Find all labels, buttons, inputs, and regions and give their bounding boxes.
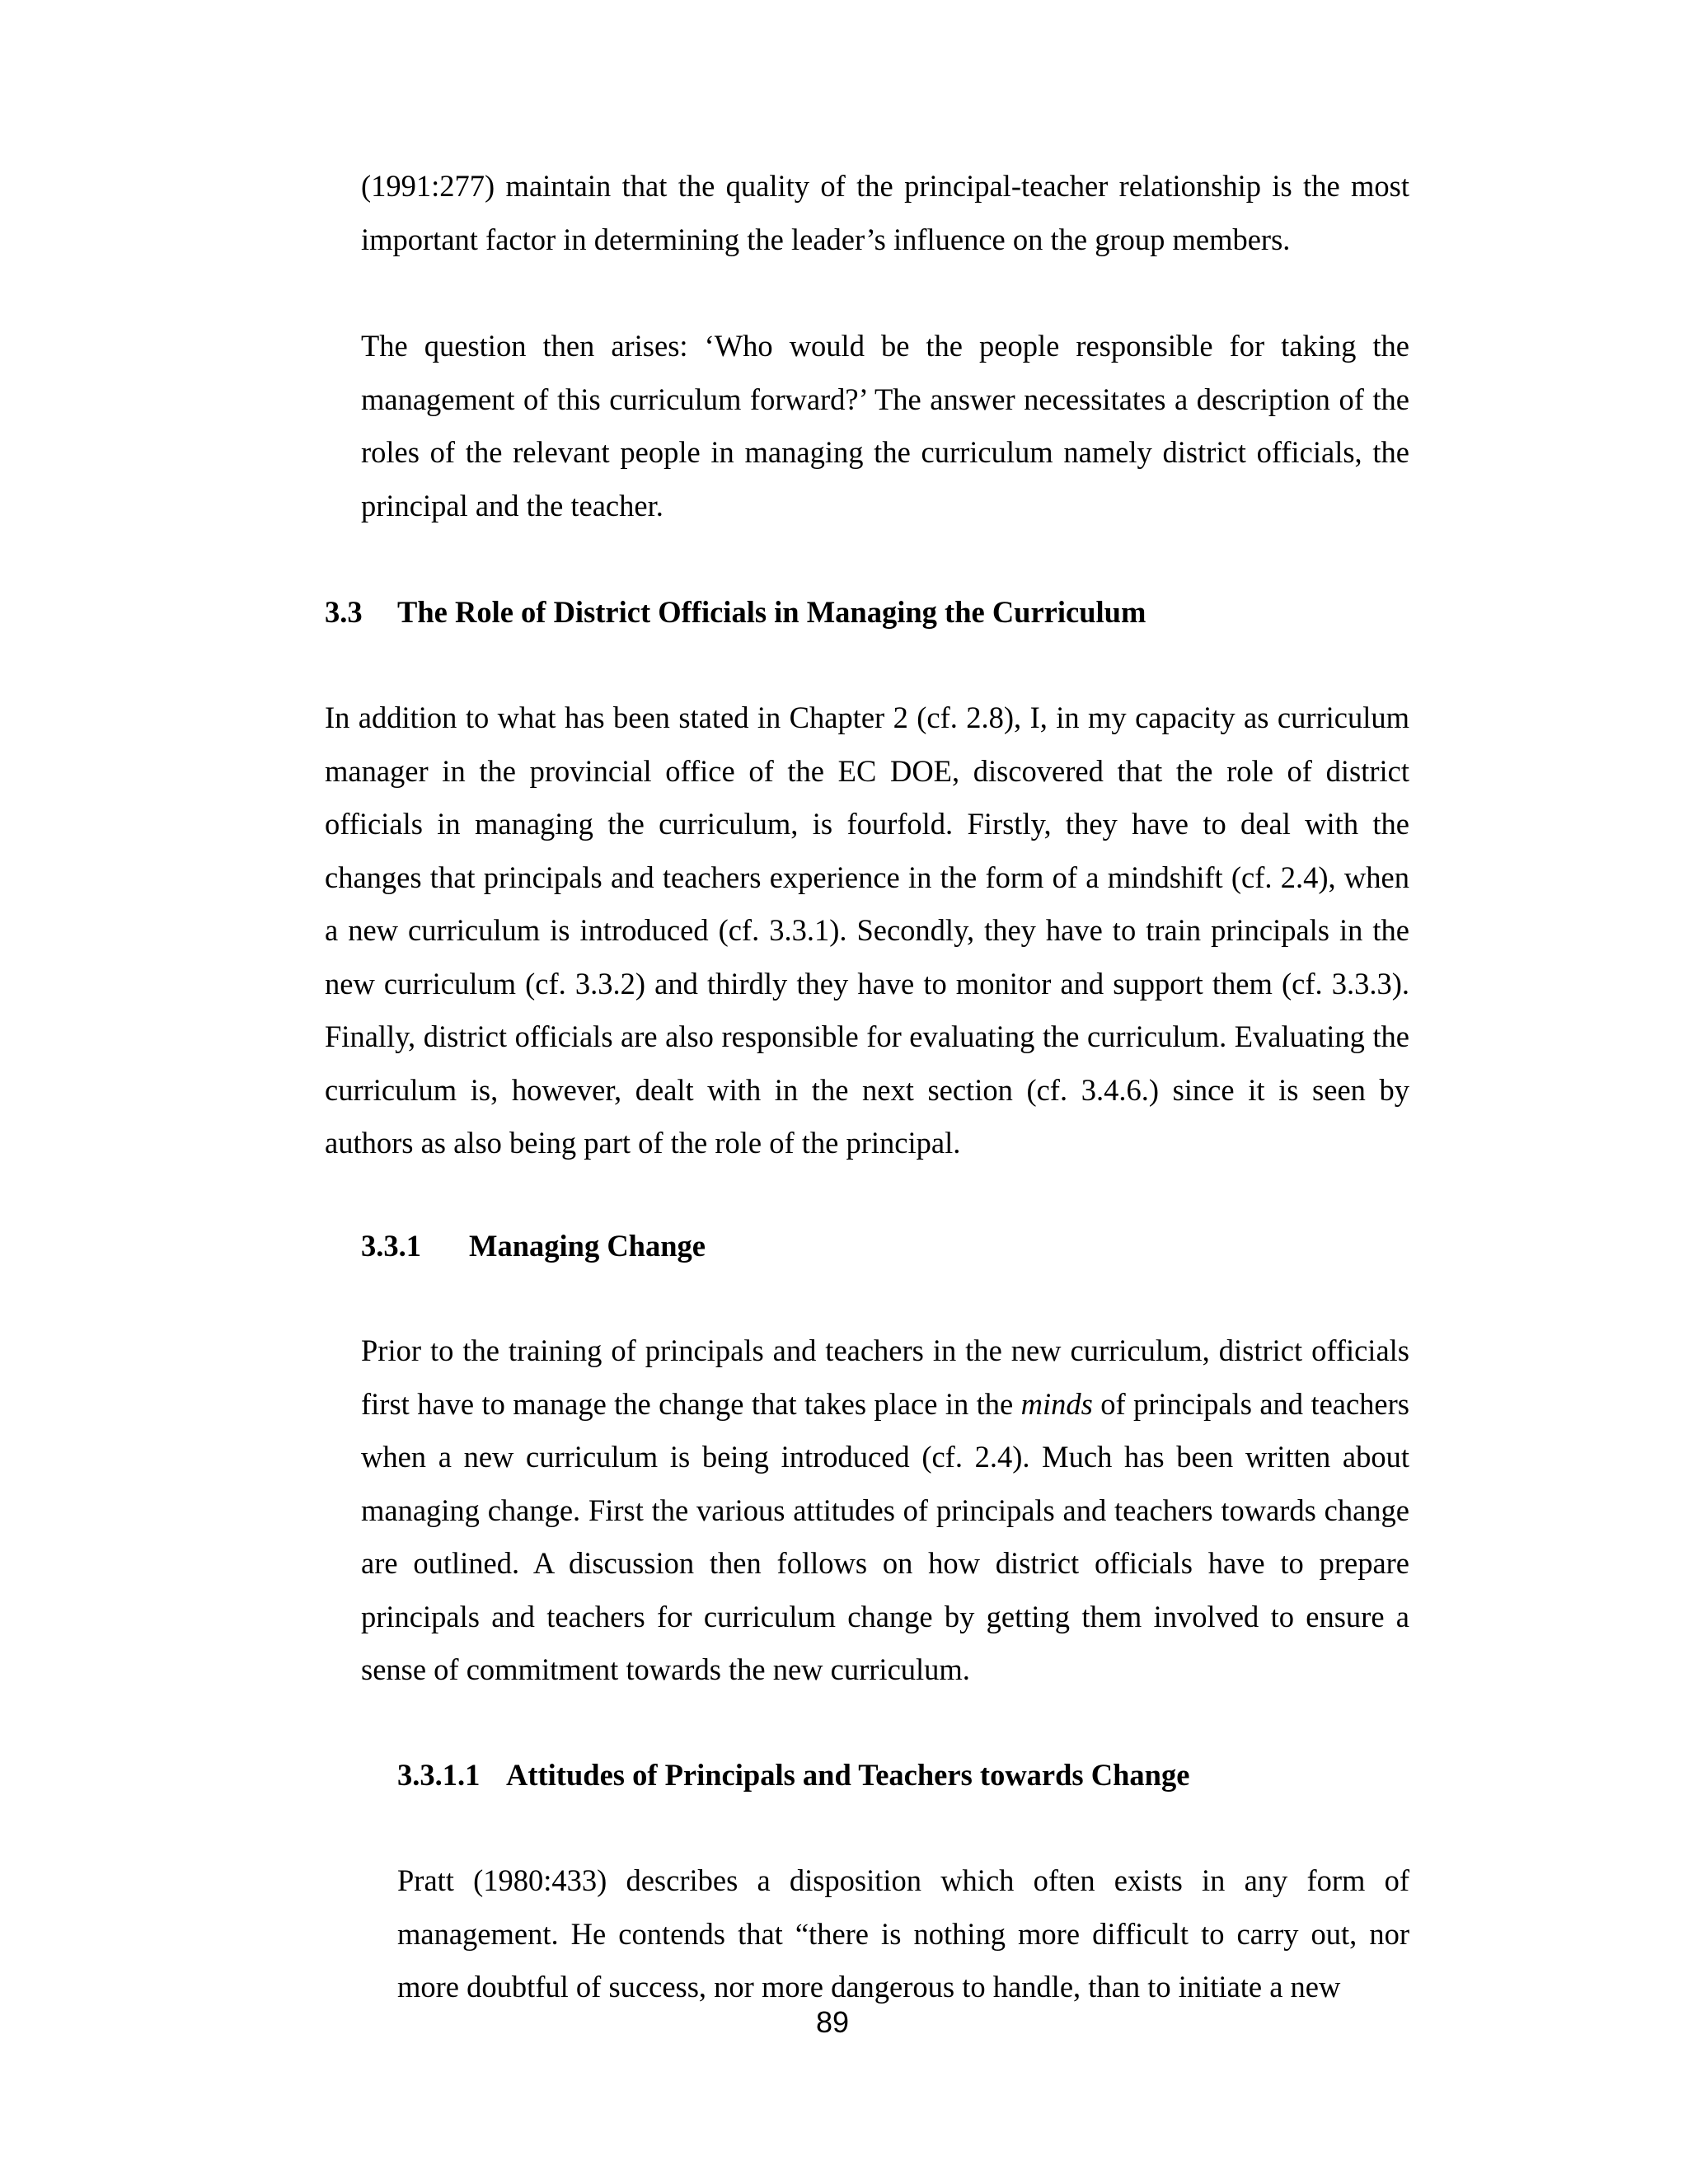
section-number: 3.3.1.1 <box>397 1758 481 1792</box>
paragraph-relationship-quality: (1991:277) maintain that the quality of the principal-teacher relationship is the most important factor in determining the leader’s influence on the group members. <box>361 169 1409 256</box>
section-title: Managing Change <box>469 1229 706 1263</box>
section-number: 3.3 <box>325 595 363 629</box>
paragraph-text: Prior to the training of principals and teachers in the new curriculum, district officials first have to manage the change that takes place in the <box>361 1333 1409 1421</box>
section-heading-3-3-1-1 <box>397 1749 1189 1802</box>
section-title: The Role of District Officials in Managing the Curriculum <box>397 595 1146 629</box>
paragraph-district-role: In addition to what has been stated in Chapter 2 (cf. 2.8), I, in my capacity as curriculum manager in the provincial office of the EC DOE, discovered that the role of district officials in managing the curriculum, is fourfold. Firstly, they have to deal with the changes that principals and teachers experience in the form of a mindshift (cf. 2.4), when a new curriculum is introduced (cf. 3.3.1). Secondly, they have to train principals in the new curriculum (cf. 3.3.2) and thirdly they have to monitor and support them (cf. 3.3.3). Finally, district officials are also responsible for evaluating the curriculum. Evaluating the curriculum is, however, dealt with in the next section (cf. 3.4.6.) since it is seen by authors as also being part of the role of the principal. <box>325 701 1409 1160</box>
section-number: 3.3.1 <box>361 1229 421 1263</box>
paragraph-managing-change <box>361 1324 1409 1697</box>
section-heading-3-3-1 <box>361 1220 706 1273</box>
paragraph-question-responsibility: The question then arises: ‘Who would be the people responsible for taking the management of this curriculum forward?’ The answer necessitates a description of the roles of the relevant people in managing the curriculum namely district officials, the principal and the teacher. <box>361 329 1409 523</box>
paragraph-text: of principals and teachers when a new curriculum is being introduced (cf. 2.4). Much has been written about managing change. First the various attitudes of principals and teachers towards change are outlined. A discussion then follows on how district officials have to prepare principals and teachers for curriculum change by getting them involved to ensure a sense of commitment towards the new curriculum. <box>361 1386 1409 1686</box>
emphasis-text: minds <box>1020 1386 1093 1421</box>
section-title: Attitudes of Principals and Teachers towards Change <box>506 1758 1190 1792</box>
paragraph-pratt-disposition: Pratt (1980:433) describes a disposition which often exists in any form of management. He contends that “there is nothing more difficult to carry out, nor more doubtful of success, nor more dangerous to handle, than to initiate a new <box>397 1863 1409 2004</box>
section-heading-3-3 <box>325 586 1146 640</box>
page-number: 89 <box>815 2005 850 2039</box>
